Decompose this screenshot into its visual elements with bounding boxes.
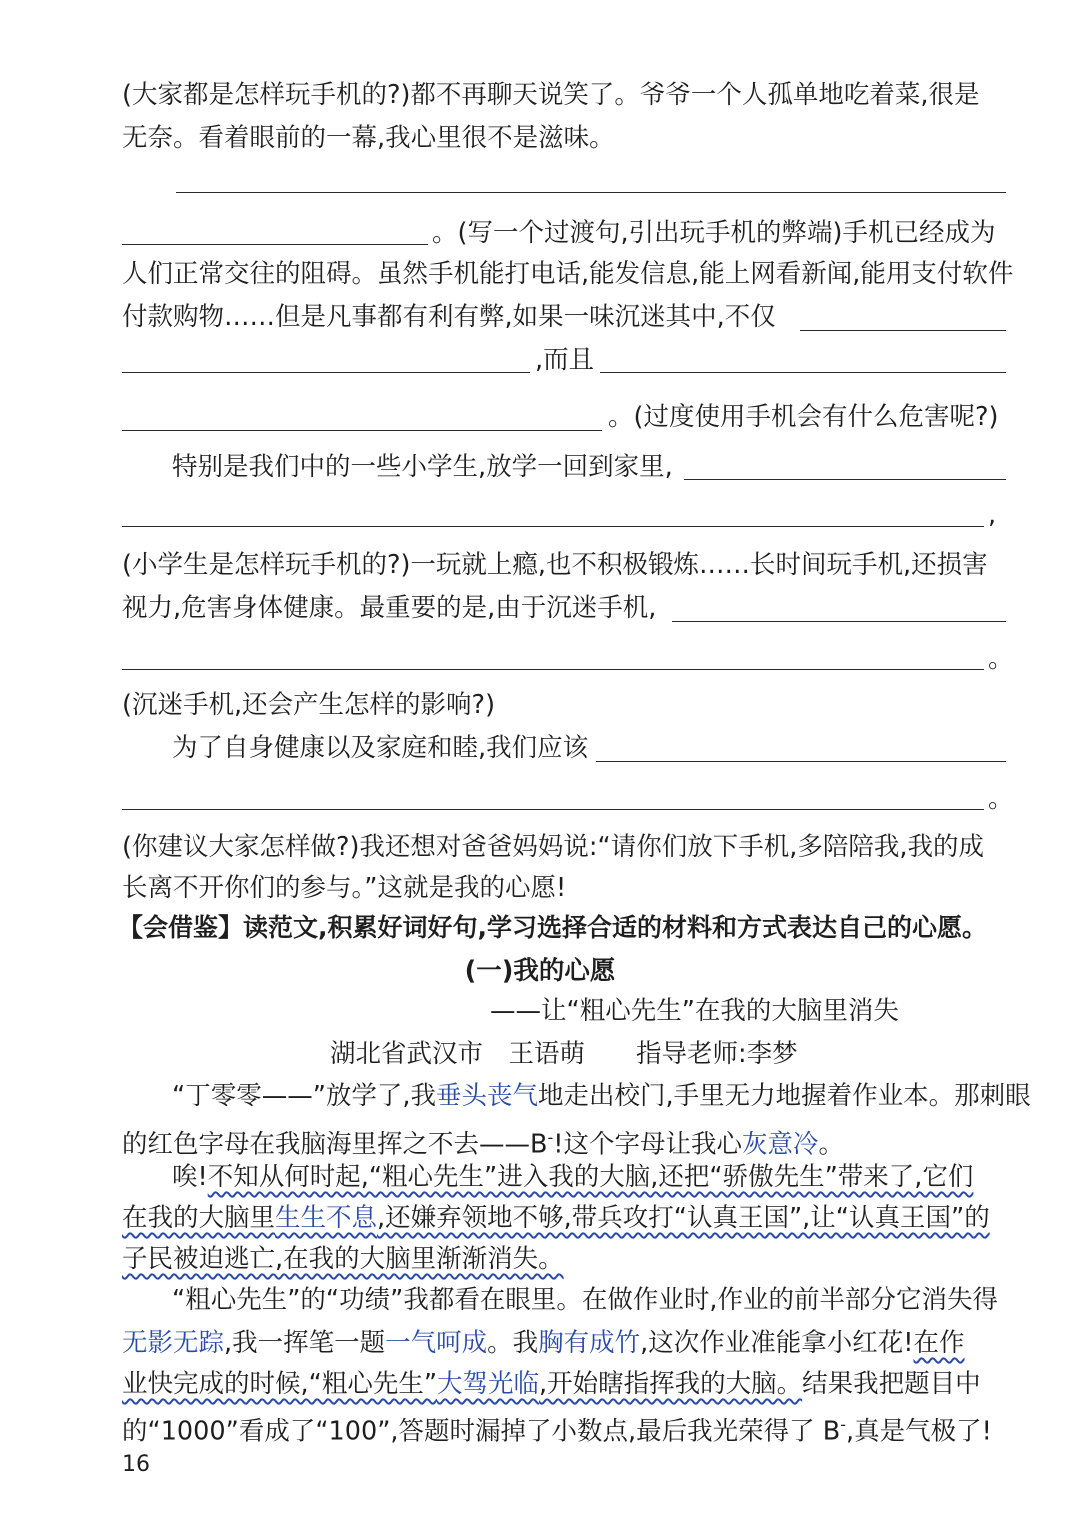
text-run: 地走出校门,手里无力地握着作业本。那刺眼 bbox=[538, 1081, 1031, 1111]
text-run: 唉! bbox=[172, 1162, 208, 1192]
text-run: ,这次作业准能拿小红花! bbox=[640, 1328, 914, 1358]
essay-paragraph-line bbox=[172, 1081, 1031, 1111]
text-line: (小学生是怎样玩手机的?)一玩就上瘾,也不积极锻炼……长时间玩手机,还损害 bbox=[122, 550, 988, 580]
text-run: 结果我把题目中 bbox=[802, 1369, 981, 1399]
author-line: 湖北省武汉市 王语萌 指导老师:李梦 bbox=[330, 1039, 798, 1069]
answer-blank[interactable] bbox=[176, 192, 1006, 193]
text-line: , bbox=[988, 500, 997, 530]
text-run: ,我一挥笔一题 bbox=[224, 1328, 386, 1358]
text-run: !这个字母让我心 bbox=[553, 1129, 743, 1160]
essay-paragraph-line bbox=[122, 1123, 844, 1160]
answer-blank[interactable] bbox=[122, 809, 984, 810]
superscript: - bbox=[547, 1128, 554, 1147]
wavy-underlined-text: 在作 bbox=[913, 1328, 965, 1358]
text-line: 。 bbox=[988, 644, 1014, 674]
essay-subtitle: ——让“粗心先生”在我的大脑里消失 bbox=[490, 996, 899, 1026]
text-line: ,而且 bbox=[535, 345, 595, 375]
section-heading: 【会借鉴】读范文,积累好词好句,学习选择合适的材料和方式表达自己的心愿。 bbox=[118, 913, 987, 942]
highlight-word: 灰意冷 bbox=[742, 1129, 819, 1160]
answer-blank[interactable] bbox=[122, 244, 428, 245]
text-run: ,真是气极了! bbox=[846, 1416, 992, 1447]
page-number: 16 bbox=[122, 1452, 150, 1477]
text-line: 视力,危害身体健康。最重要的是,由于沉迷手机, bbox=[122, 593, 657, 623]
highlight-word: 大驾光临 bbox=[437, 1369, 540, 1399]
text-run: 。我 bbox=[487, 1328, 539, 1358]
essay-paragraph-line: “粗心先生”的“功绩”我都看在眼里。在做作业时,作业的前半部分它消失得 bbox=[172, 1285, 998, 1315]
essay-paragraph-line bbox=[122, 1328, 965, 1358]
text-line: (沉迷手机,还会产生怎样的影响?) bbox=[122, 690, 496, 720]
answer-blank[interactable] bbox=[684, 479, 1006, 480]
essay-paragraph-line bbox=[122, 1203, 990, 1233]
essay-paragraph-line bbox=[122, 1410, 992, 1447]
answer-blank[interactable] bbox=[122, 669, 984, 670]
text-line: (你建议大家怎样做?)我还想对爸爸妈妈说:“请你们放下手机,多陪陪我,我的成 bbox=[122, 832, 984, 862]
essay-paragraph-line bbox=[122, 1244, 564, 1274]
answer-blank[interactable] bbox=[600, 372, 1006, 373]
wavy-underlined-text: 不知从何时起,“粗心先生”进入我的大脑,还把“骄傲先生”带来了,它们 bbox=[207, 1162, 974, 1192]
answer-blank[interactable] bbox=[800, 330, 1006, 331]
text-line: 为了自身健康以及家庭和睦,我们应该 bbox=[172, 733, 589, 763]
text-run: 的红色字母在我脑海里挥之不去——B bbox=[122, 1129, 548, 1160]
text-run: 的“1000”看成了“100”,答题时漏掉了小数点,最后我光荣得了 B bbox=[122, 1416, 841, 1447]
highlight-word: 垂头丧气 bbox=[436, 1081, 539, 1111]
essay-paragraph-line bbox=[172, 1162, 973, 1192]
highlight-word: 生生不息 bbox=[275, 1203, 378, 1233]
text-line: 付款购物……但是凡事都有利有弊,如果一味沉迷其中,不仅 bbox=[122, 302, 776, 332]
text-line: (大家都是怎样玩手机的?)都不再聊天说笑了。爷爷一个人孤单地吃着菜,很是 bbox=[122, 80, 980, 110]
text-line: 特别是我们中的一些小学生,放学一回到家里, bbox=[172, 452, 673, 482]
text-line: 人们正常交往的阻碍。虽然手机能打电话,能发信息,能上网看新闻,能用支付软件 bbox=[122, 259, 1014, 289]
answer-blank[interactable] bbox=[122, 430, 602, 431]
answer-blank[interactable] bbox=[596, 761, 1006, 762]
answer-blank[interactable] bbox=[122, 526, 984, 527]
text-run: ,开始瞎指挥我的大脑。 bbox=[539, 1369, 803, 1399]
text-line: 。 bbox=[988, 784, 1014, 814]
text-run: ,还嫌弃领地不够,带兵攻打“认真王国”,让“认真王国”的 bbox=[377, 1203, 990, 1233]
answer-blank[interactable] bbox=[122, 372, 530, 373]
highlight-word: 无影无踪 bbox=[122, 1328, 225, 1358]
highlight-word: 胸有成竹 bbox=[538, 1328, 641, 1358]
superscript: - bbox=[840, 1415, 847, 1434]
highlight-word: 一气呵成 bbox=[385, 1328, 488, 1358]
essay-title: (一)我的心愿 bbox=[464, 956, 616, 986]
answer-blank[interactable] bbox=[672, 621, 1006, 622]
text-run: 在我的大脑里 bbox=[122, 1203, 276, 1233]
text-line: 无奈。看着眼前的一幕,我心里很不是滋味。 bbox=[122, 123, 615, 153]
essay-paragraph-line bbox=[122, 1369, 981, 1399]
text-line: 。(过度使用手机会有什么危害呢?) bbox=[608, 402, 999, 432]
text-run: 。 bbox=[818, 1129, 845, 1160]
wavy-underlined-text: 子民被迫逃亡,在我的大脑里渐渐消失。 bbox=[122, 1244, 564, 1274]
text-line: 。(写一个过渡句,引出玩手机的弊端)手机已经成为 bbox=[432, 218, 996, 248]
text-run: 业快完成的时候,“粗心先生” bbox=[122, 1369, 438, 1399]
text-line: 长离不开你们的参与。”这就是我的心愿! bbox=[122, 873, 567, 903]
text-run: “丁零零——”放学了,我 bbox=[172, 1081, 437, 1111]
